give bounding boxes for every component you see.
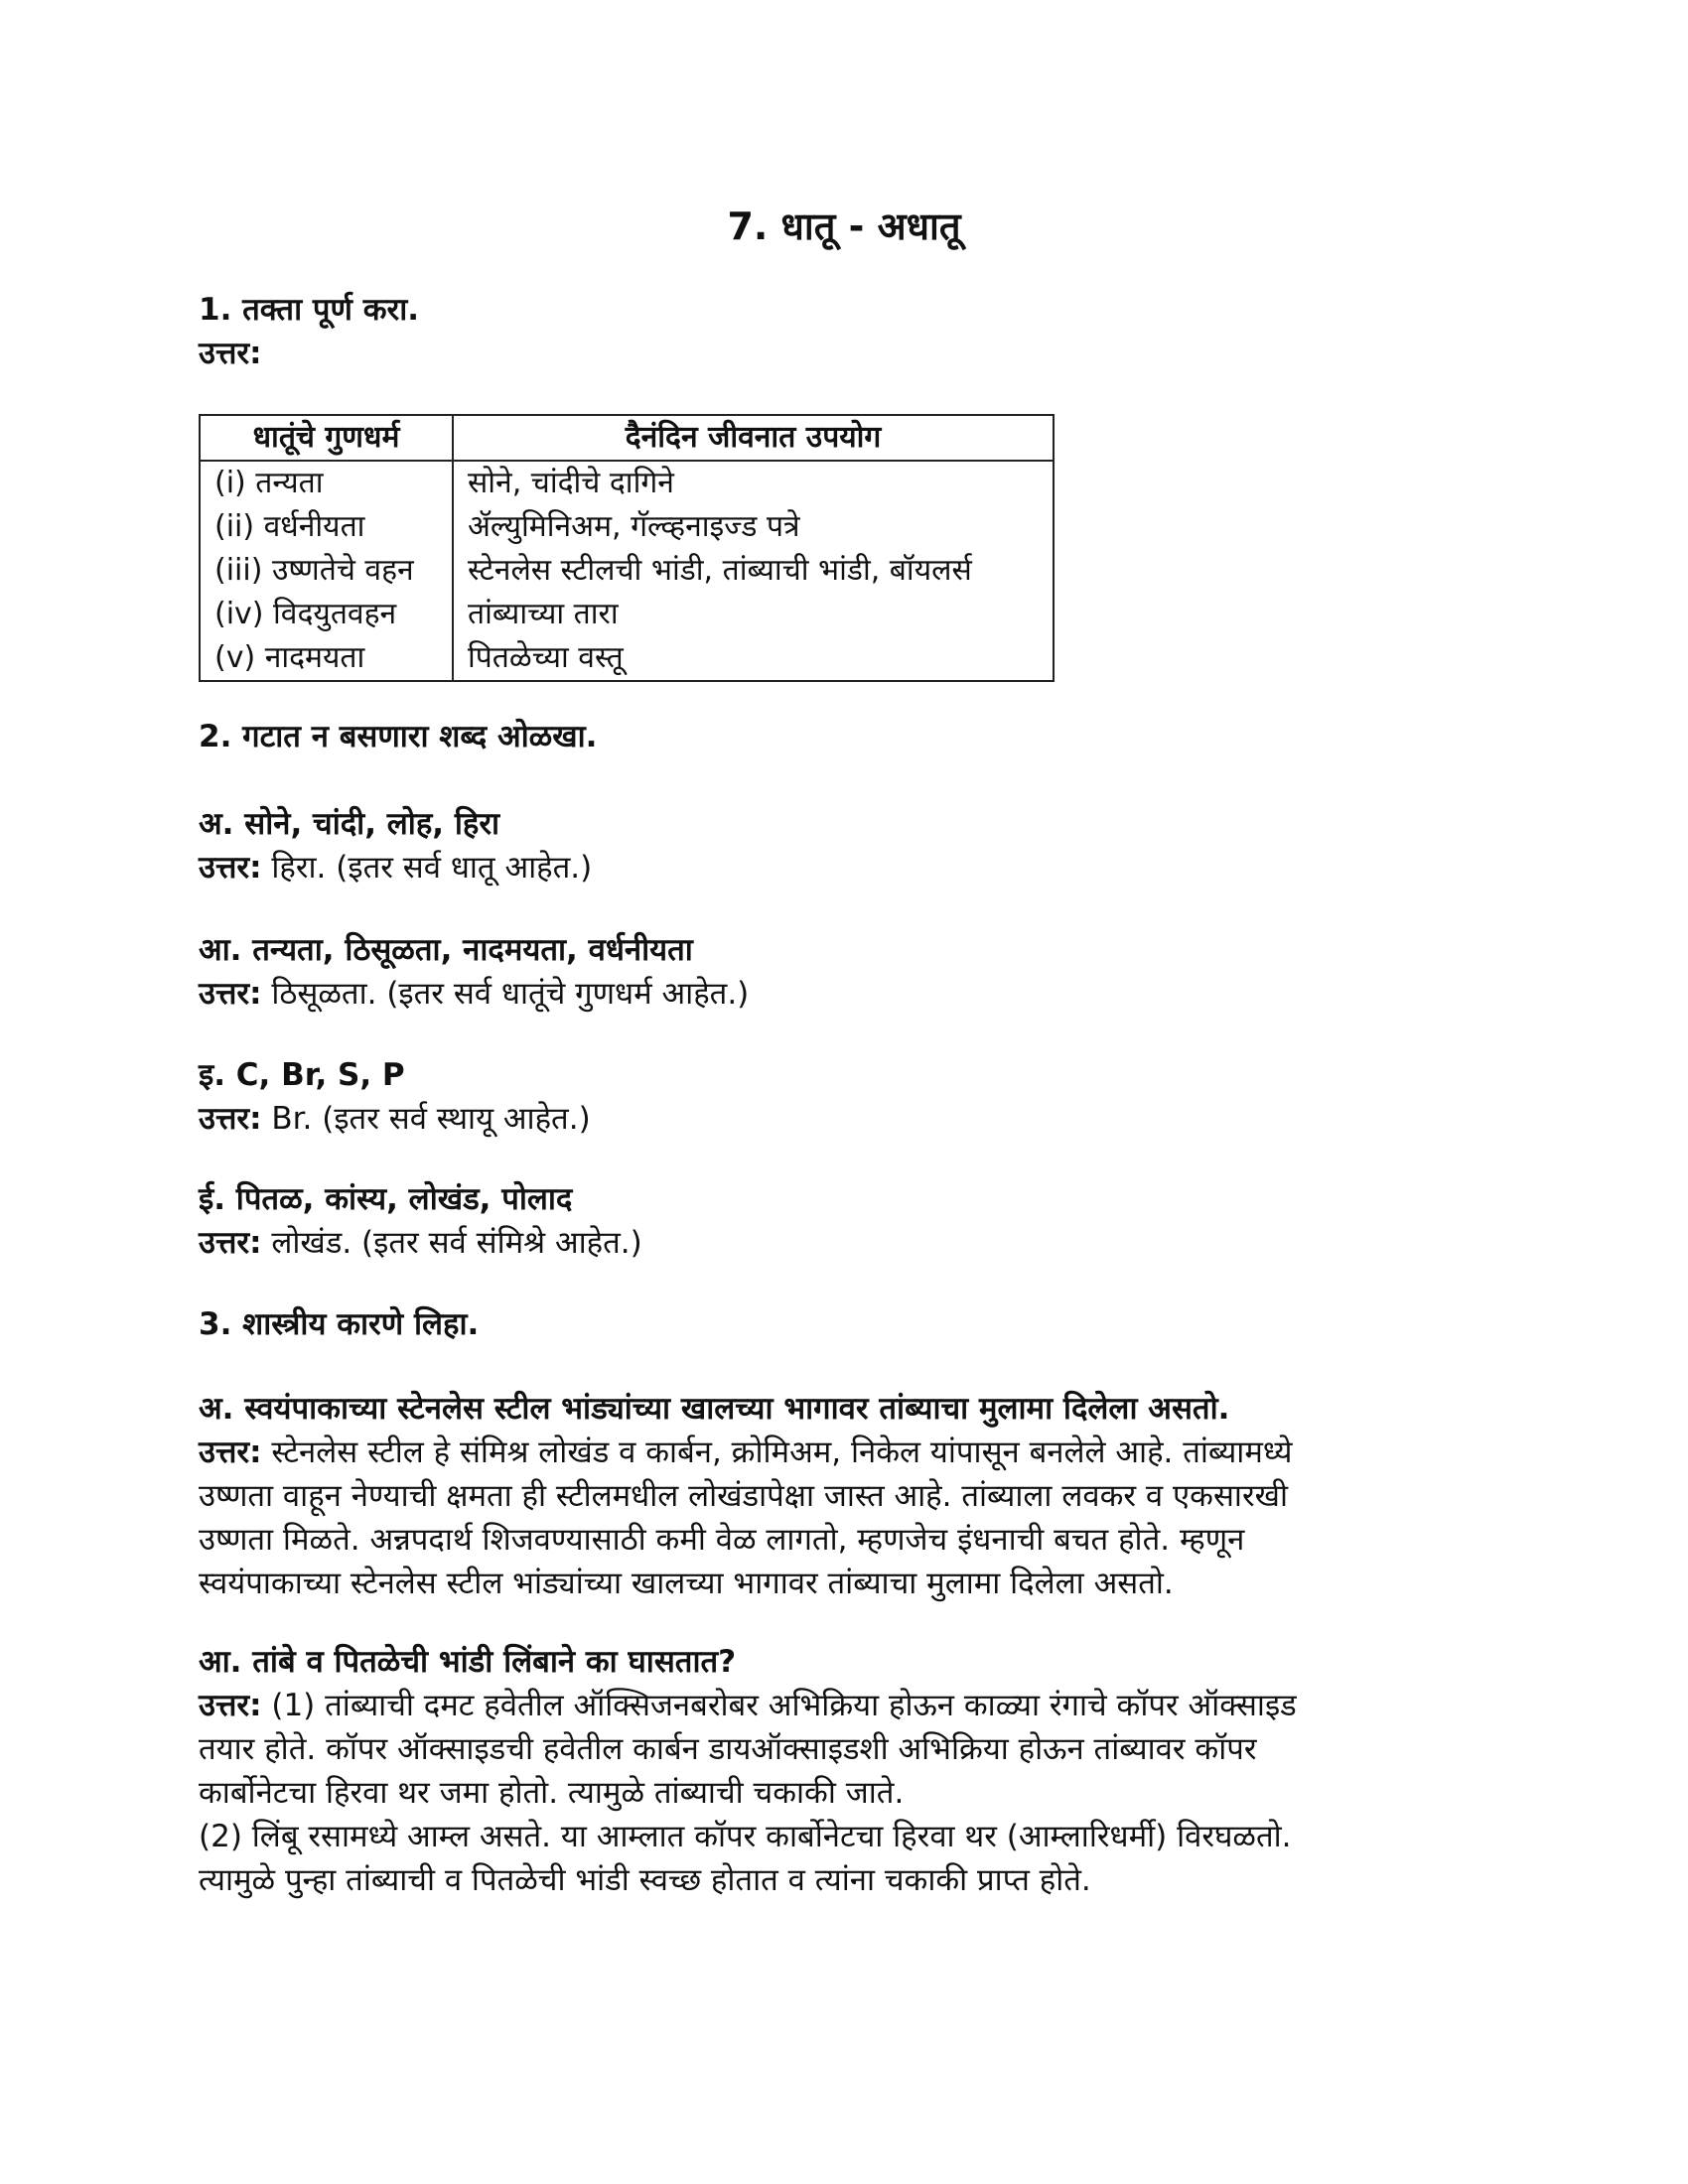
table-row (200, 505, 1054, 549)
table-cell-property: (iii) उष्णतेचे वहन (200, 549, 453, 593)
question-2c-answer (199, 1097, 1489, 1141)
question-2c-text: इ. C, Br, S, P (199, 1057, 405, 1093)
table-cell-property: (v) नादमयता (200, 636, 453, 681)
question-1-answer-label: उत्तर: (199, 336, 262, 371)
table-cell-use: सोने, चांदीचे दागिने (453, 461, 1054, 505)
properties-table (199, 414, 1055, 682)
table-cell-property: (ii) वर्धनीयता (200, 505, 453, 549)
answer-text: ठिसूळता. (इतर सर्व धातूंचे गुणधर्म आहेत.) (261, 976, 750, 1012)
answer-label: उत्तर: (199, 1225, 262, 1261)
question-2a (199, 802, 1489, 889)
table-cell-property: (i) तन्यता (200, 461, 453, 505)
question-3b-answer-line: त्यामुळे पुन्हा तांब्याची व पितळेची भांडी स्वच्छ होतात व त्यांना चकाकी प्राप्त होते. (199, 1862, 1091, 1898)
question-2b-text: आ. तन्यता, ठिसूळता, नादमयता, वर्धनीयता (199, 932, 693, 968)
question-2b-answer (199, 972, 1489, 1016)
question-3a-answer-line: स्वयंपाकाच्या स्टेनलेस स्टील भांड्यांच्या खालच्या भागावर तांब्याचा मुलामा दिलेला असतो. (199, 1566, 1174, 1601)
question-3a-text: अ. स्वयंपाकाच्या स्टेनलेस स्टील भांड्यांच्या खालच्या भागावर तांब्याचा मुलामा दिलेला असतो. (199, 1391, 1230, 1427)
question-3-heading: 3. शास्त्रीय कारणे लिहा. (199, 1306, 480, 1342)
answer-text: स्टेनलेस स्टील हे संमिश्र लोखंड व कार्बन, क्रोमिअम, निकेल यांपासून बनलेले आहे. तांब्यामध्ये (261, 1434, 1293, 1470)
table-cell-use: तांब्याच्या तारा (453, 593, 1054, 636)
question-2a-answer (199, 846, 1489, 889)
answer-label: उत्तर: (199, 976, 262, 1012)
table-row (200, 549, 1054, 593)
table-header-properties: धातूंचे गुणधर्म (200, 415, 453, 461)
question-2-heading-block (199, 715, 1489, 758)
question-3-heading-block (199, 1302, 1489, 1346)
question-3a-answer-line: उष्णता मिळते. अन्नपदार्थ शिजवण्यासाठी कमी वेळ लागतो, म्हणजेच इंधनाची बचत होते. म्हणून (199, 1522, 1245, 1558)
question-2d-text: ई. पितळ, कांस्य, लोखंड, पोलाद (199, 1181, 573, 1217)
question-3b (199, 1640, 1489, 1902)
question-3b-answer-line: कार्बोनेटचा हिरवा थर जमा होतो. त्यामुळे तांब्याची चकाकी जाते. (199, 1775, 905, 1811)
question-3b-answer-line (199, 1684, 1489, 1727)
question-2c (199, 1053, 1489, 1141)
page-title: 7. धातू - अधातू (727, 205, 961, 248)
question-2d (199, 1177, 1489, 1265)
question-2-heading: 2. गटात न बसणारा शब्द ओळखा. (199, 719, 598, 754)
question-3a (199, 1387, 1489, 1605)
question-2a-text: अ. सोने, चांदी, लोह, हिरा (199, 806, 500, 842)
table-cell-use: स्टेनलेस स्टीलची भांडी, तांब्याची भांडी, बॉयलर्स (453, 549, 1054, 593)
question-1 (199, 288, 1489, 375)
table-header-row (200, 415, 1054, 461)
question-2b (199, 928, 1489, 1016)
table-cell-use: पितळेच्या वस्तू (453, 636, 1054, 681)
table-row (200, 636, 1054, 681)
question-3b-answer-line: (2) लिंबू रसामध्ये आम्ल असते. या आम्लात कॉपर कार्बोनेटचा हिरवा थर (आम्लारिधर्मी) विरघळतो. (199, 1819, 1292, 1854)
question-3b-answer-line: तयार होते. कॉपर ऑक्साइडची हवेतील कार्बन डायऑक्साइडशी अभिक्रिया होऊन तांब्यावर कॉपर (199, 1731, 1257, 1767)
answer-text: लोखंड. (इतर सर्व संमिश्रे आहेत.) (261, 1225, 642, 1261)
question-3a-answer-line (199, 1431, 1489, 1474)
answer-label: उत्तर: (199, 850, 262, 886)
answer-label: उत्तर: (199, 1434, 262, 1470)
question-1-heading: 1. तक्ता पूर्ण करा. (199, 292, 420, 328)
table-row (200, 461, 1054, 505)
answer-label: उत्तर: (199, 1688, 262, 1723)
table-cell-property: (iv) विदयुतवहन (200, 593, 453, 636)
answer-text: हिरा. (इतर सर्व धातू आहेत.) (261, 850, 593, 886)
answer-text: Br. (इतर सर्व स्थायू आहेत.) (261, 1101, 591, 1137)
table-row (200, 593, 1054, 636)
table-header-uses: दैनंदिन जीवनात उपयोग (453, 415, 1054, 461)
answer-text: (1) तांब्याची दमट हवेतील ऑक्सिजनबरोबर अभिक्रिया होऊन काळ्या रंगाचे कॉपर ऑक्साइड (261, 1688, 1297, 1723)
question-3a-answer-line: उष्णता वाहून नेण्याची क्षमता ही स्टीलमधील लोखंडापेक्षा जास्त आहे. तांब्याला लवकर व एकसारखी (199, 1478, 1289, 1514)
answer-label: उत्तर: (199, 1101, 262, 1137)
question-2d-answer (199, 1221, 1489, 1265)
question-3b-text: आ. तांबे व पितळेची भांडी लिंबाने का घासतात? (199, 1644, 737, 1680)
table-cell-use: ॲल्युमिनिअम, गॅल्व्हनाइज्ड पत्रे (453, 505, 1054, 549)
